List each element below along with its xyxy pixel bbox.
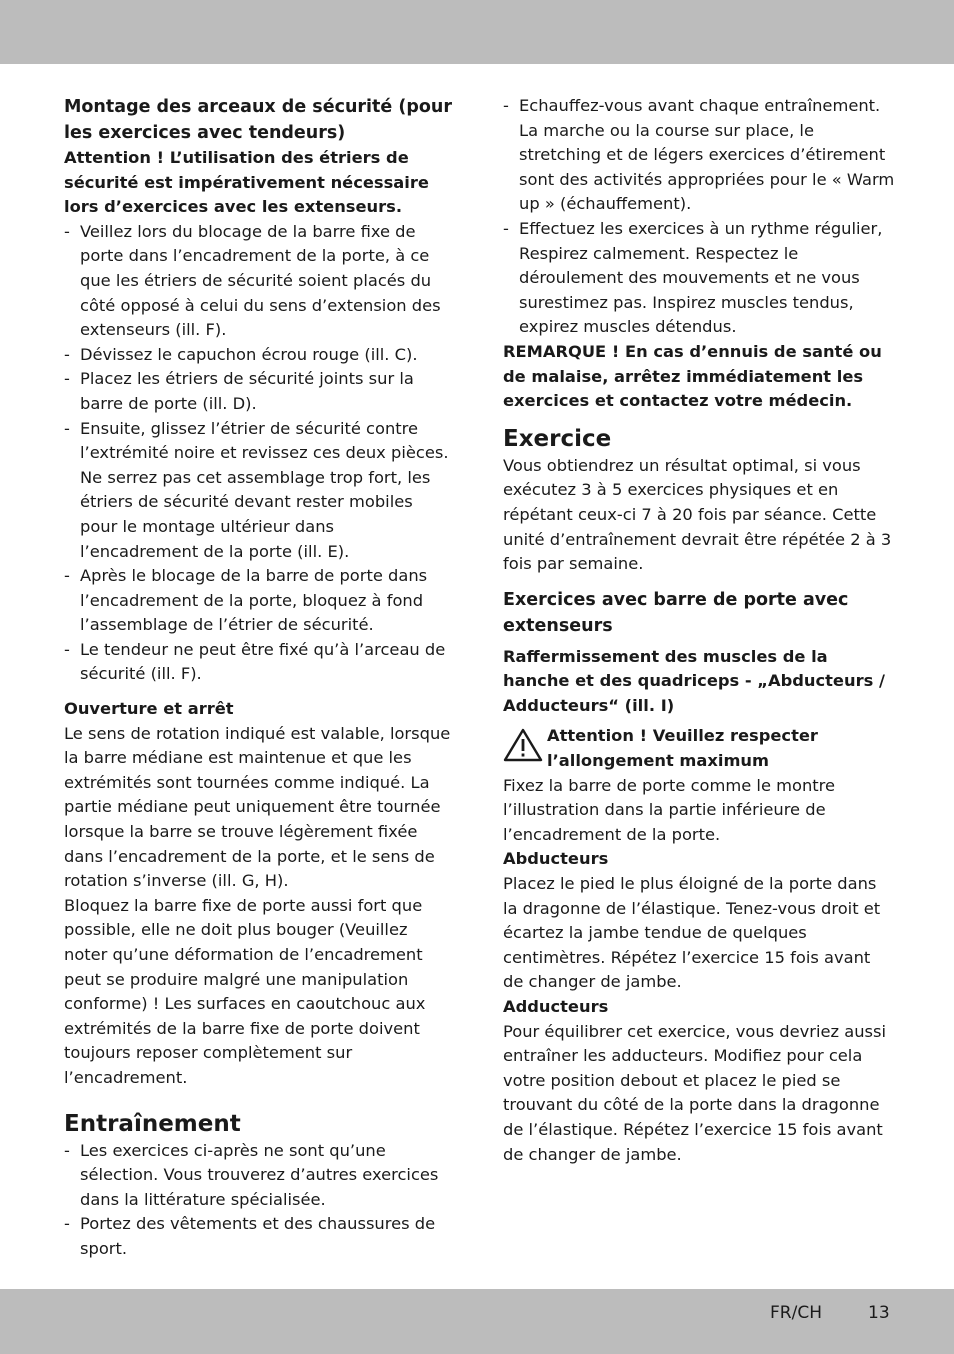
header-bar xyxy=(0,0,954,64)
entrainement-list xyxy=(64,1139,454,1262)
remarque-note: REMARQUE ! En cas d’ennuis de santé ou de malaise, arrêtez immédiatement les exercices et contactez votre médecin. xyxy=(503,341,882,411)
list-item: - Le tendeur ne peut être fixé qu’à l’arceau de sécurité (ill. F). xyxy=(64,638,454,687)
exercice-heading: Exercice xyxy=(503,425,612,452)
entrainement-heading: Entraînement xyxy=(64,1110,241,1137)
ouverture-heading: Ouverture et arrêt xyxy=(64,699,234,719)
right-column xyxy=(503,94,895,1167)
list-item: - Echauffez-vous avant chaque entraînement. La marche ou la course sur place, le stretching et de légers exercices d’étirement sont des activités appropriées pour le « Warm up » (échauffement). xyxy=(503,94,895,217)
ouverture-paragraph-1: Le sens de rotation indiqué est valable, lorsque la barre médiane est maintenue et que les extrémités sont tournées comme indiqué. La partie médiane peut uniquement être tournée lorsque la barre se trouve légèrement fixée dans l’encadrement de la porte, et le sens de rotation s’inverse (ill. G, H). xyxy=(64,723,451,891)
list-item: - Placez les étriers de sécurité joints sur la barre de porte (ill. D). xyxy=(64,367,454,416)
footer-language: FR/CH xyxy=(770,1303,822,1323)
fixez-paragraph: Fixez la barre de porte comme le montre l’illustration dans la partie inférieure de l’encadrement de la porte. xyxy=(503,775,836,844)
entrainement-list-continued xyxy=(503,94,895,340)
exercice-paragraph: Vous obtiendrez un résultat optimal, si vous exécutez 3 à 5 exercices physiques et en répétant ceux-ci 7 à 20 fois par séance. Cette unité d’entraînement devrait être répétée 2 à 3 fois par semaine. xyxy=(503,455,892,574)
warning-icon xyxy=(503,728,543,762)
list-item: - Effectuez les exercices à un rythme régulier, Respirez calmement. Respectez le déroulement des mouvements et ne vous surestimez pas. Inspirez muscles tendus, expirez muscles détendus. xyxy=(503,217,895,340)
list-item: - Dévissez le capuchon écrou rouge (ill. C). xyxy=(64,343,454,368)
list-item: - Ensuite, glissez l’étrier de sécurité contre l’extrémité noire et revissez ces deux pièces. Ne serrez pas cet assemblage trop fort, les étriers de sécurité devant rester mobiles pour le montage ultérieur dans l’encadrement de la porte (ill. E). xyxy=(64,417,454,565)
montage-list xyxy=(64,220,454,687)
abducteurs-heading: Abducteurs xyxy=(503,849,609,869)
ouverture-paragraph-2: Bloquez la barre fixe de porte aussi fort que possible, elle ne doit plus bouger (Veuillez noter qu’une déformation de l’encadrement peut se produire malgré une manipulation conforme) ! Les surfaces en caoutchouc aux extrémités de la barre fixe de porte doivent toujours reposer complètement sur l’encadrement. xyxy=(64,895,426,1087)
barre-heading: Exercices avec barre de porte avec extenseurs xyxy=(503,589,849,636)
attention-text: Attention ! Veuillez respecter l’allongement maximum xyxy=(547,726,818,771)
montage-heading: Montage des arceaux de sécurité (pour les exercices avec tendeurs) xyxy=(64,97,452,143)
page-number: 13 xyxy=(868,1303,890,1323)
adducteurs-paragraph: Pour équilibrer cet exercice, vous devriez aussi entraîner les adducteurs. Modifiez pour cela votre position debout et placez le pied se trouvant du côté de la porte dans la dragonne de l’élastique. Répétez l’exercice 15 fois avant de changer de jambe. xyxy=(503,1021,887,1164)
list-item: - Après le blocage de la barre de porte dans l’encadrement de la porte, bloquez à fond l’assemblage de l’étrier de sécurité. xyxy=(64,564,454,638)
list-item: - Portez des vêtements et des chaussures de sport. xyxy=(64,1212,454,1261)
raffermissement-heading: Raffermissement des muscles de la hanche et des quadriceps - „Abducteurs / Adducteurs“ (ill. I) xyxy=(503,646,885,715)
adducteurs-heading: Adducteurs xyxy=(503,997,609,1016)
abducteurs-paragraph: Placez le pied le plus éloigné de la porte dans la dragonne de l’élastique. Tenez-vous droit et écartez la jambe tendue de quelques centimètres. Répétez l’exercice 15 fois avant de changer de jambe. xyxy=(503,874,881,992)
list-item: - Les exercices ci-après ne sont qu’une sélection. Vous trouverez d’autres exercices dans la littérature spécialisée. xyxy=(64,1139,454,1213)
left-column xyxy=(64,94,454,1262)
attention-block xyxy=(503,724,895,773)
montage-attention: Attention ! L’utilisation des étriers de sécurité est impérativement nécessaire lors d’exercices avec les extenseurs. xyxy=(64,148,429,217)
list-item: - Veillez lors du blocage de la barre fixe de porte dans l’encadrement de la porte, à ce que les étriers de sécurité soient placés du côté opposé à celui du sens d’extension des extenseurs (ill. F). xyxy=(64,220,454,343)
